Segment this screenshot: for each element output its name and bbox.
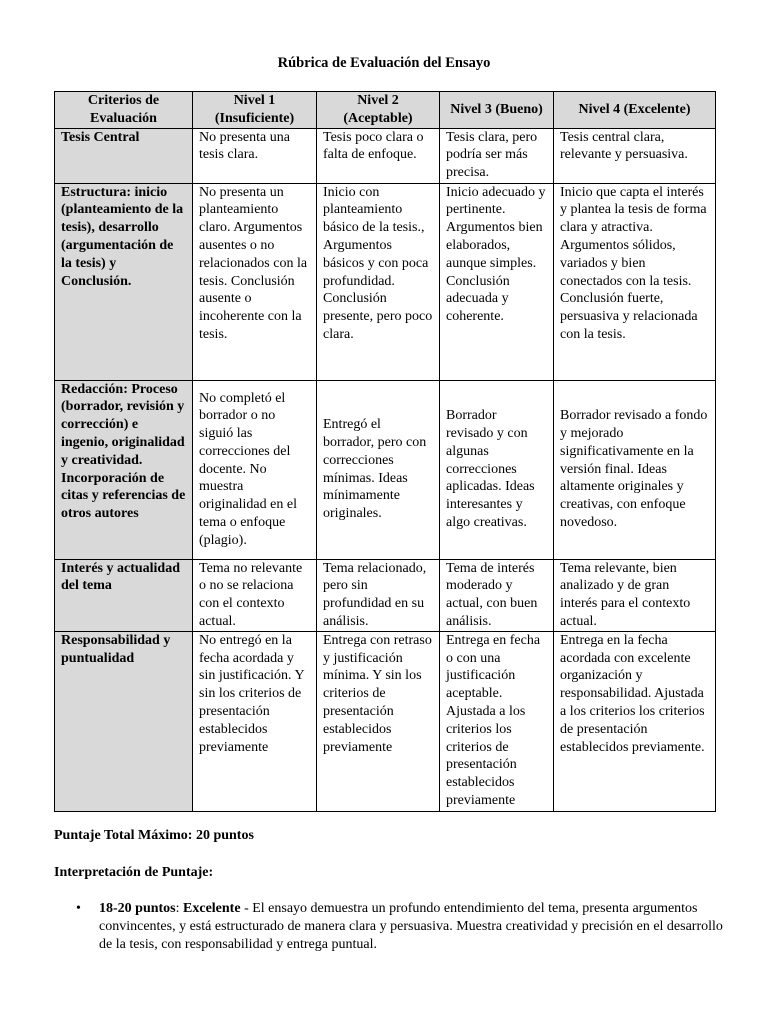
score-interpretation-heading: Interpretación de Puntaje: bbox=[54, 865, 214, 880]
rubric-table bbox=[54, 91, 716, 812]
table-row bbox=[55, 183, 716, 380]
score-description: - El ensayo demuestra un profundo entendimiento del tema, presenta argumentos convincentes, y está estructurado de manera clara y persuasiva. Muestra creatividad y precisión en el desarrollo de la tesis, con responsabilidad y entrega puntual. bbox=[99, 901, 723, 952]
level-2-cell: Entrega con retraso y justificación mínima. Y sin los criterios de presentación establecidos previamente bbox=[317, 631, 440, 811]
level-3-cell: Borrador revisado y con algunas correcciones aplicadas. Ideas interesantes y algo creativas. bbox=[440, 380, 554, 559]
bullet-icon: • bbox=[76, 901, 81, 916]
level-4-cell: Borrador revisado a fondo y mejorado significativamente en la versión final. Ideas altamente originales y creativas, con enfoque novedoso. bbox=[554, 380, 716, 559]
table-row bbox=[55, 128, 716, 183]
level-3-cell: Inicio adecuado y pertinente. Argumentos bien elaborados, aunque simples. Conclusión adecuada y coherente. bbox=[440, 183, 554, 380]
separator: : bbox=[175, 901, 184, 916]
interpretation-list bbox=[54, 900, 739, 953]
table-row bbox=[55, 631, 716, 811]
score-level: Excelente bbox=[183, 901, 241, 916]
level-4-cell: Tesis central clara, relevante y persuasiva. bbox=[554, 128, 716, 183]
criterion-cell: Tesis Central bbox=[55, 128, 193, 183]
header-criteria: Criterios de Evaluación bbox=[55, 92, 193, 129]
level-2-cell: Tema relacionado, pero sin profundidad en su análisis. bbox=[317, 559, 440, 631]
level-4-cell: Tema relevante, bien analizado y de gran interés para el contexto actual. bbox=[554, 559, 716, 631]
criterion-cell: Estructura: inicio (planteamiento de la tesis), desarrollo (argumentación de la tesis) y Conclusión. bbox=[55, 183, 193, 380]
level-1-cell: No completó el borrador o no siguió las correcciones del docente. No muestra originalidad en el tema o enfoque (plagio). bbox=[193, 380, 317, 559]
level-2-cell: Inicio con planteamiento básico de la tesis., Argumentos básicos y con poca profundidad. Conclusión presente, pero poco clara. bbox=[317, 183, 440, 380]
header-level-2: Nivel 2 (Aceptable) bbox=[317, 92, 440, 129]
table-header-row bbox=[55, 92, 716, 129]
criterion-cell: Interés y actualidad del tema bbox=[55, 559, 193, 631]
criterion-cell: Responsabilidad y puntualidad bbox=[55, 631, 193, 811]
level-1-cell: No presenta un planteamiento claro. Argumentos ausentes o no relacionados con la tesis. Conclusión ausente o incoherente con la tesis. bbox=[193, 183, 317, 380]
table-row bbox=[55, 380, 716, 559]
criterion-cell: Redacción: Proceso (borrador, revisión y corrección) e ingenio, originalidad y creatividad. Incorporación de citas y referencias de otros autores bbox=[55, 380, 193, 559]
header-level-1: Nivel 1 (Insuficiente) bbox=[193, 92, 317, 129]
header-level-4: Nivel 4 (Excelente) bbox=[554, 92, 716, 129]
header-level-3: Nivel 3 (Bueno) bbox=[440, 92, 554, 129]
document-title: Rúbrica de Evaluación del Ensayo bbox=[277, 55, 491, 71]
list-item bbox=[76, 900, 739, 953]
level-4-cell: Inicio que capta el interés y plantea la tesis de forma clara y atractiva. Argumentos sólidos, variados y bien conectados con la tesis. Conclusión fuerte, persuasiva y relacionada con la tesis. bbox=[554, 183, 716, 380]
table-row bbox=[55, 559, 716, 631]
level-1-cell: No presenta una tesis clara. bbox=[193, 128, 317, 183]
level-2-cell: Entregó el borrador, pero con correcciones mínimas. Ideas mínimamente originales. bbox=[317, 380, 440, 559]
level-1-cell: Tema no relevante o no se relaciona con el contexto actual. bbox=[193, 559, 317, 631]
level-3-cell: Tema de interés moderado y actual, con buen análisis. bbox=[440, 559, 554, 631]
level-3-cell: Tesis clara, pero podría ser más precisa. bbox=[440, 128, 554, 183]
level-1-cell: No entregó en la fecha acordada y sin justificación. Y sin los criterios de presentación establecidos previamente bbox=[193, 631, 317, 811]
level-4-cell: Entrega en la fecha acordada con excelente organización y responsabilidad. Ajustada a los criterios los criterios de presentación establecidos previamente. bbox=[554, 631, 716, 811]
level-2-cell: Tesis poco clara o falta de enfoque. bbox=[317, 128, 440, 183]
total-score-label: Puntaje Total Máximo: 20 puntos bbox=[54, 828, 254, 843]
level-3-cell: Entrega en fecha o con una justificación aceptable. Ajustada a los criterios los criterios de presentación establecidos previamente bbox=[440, 631, 554, 811]
score-range: 18-20 puntos bbox=[99, 901, 176, 916]
